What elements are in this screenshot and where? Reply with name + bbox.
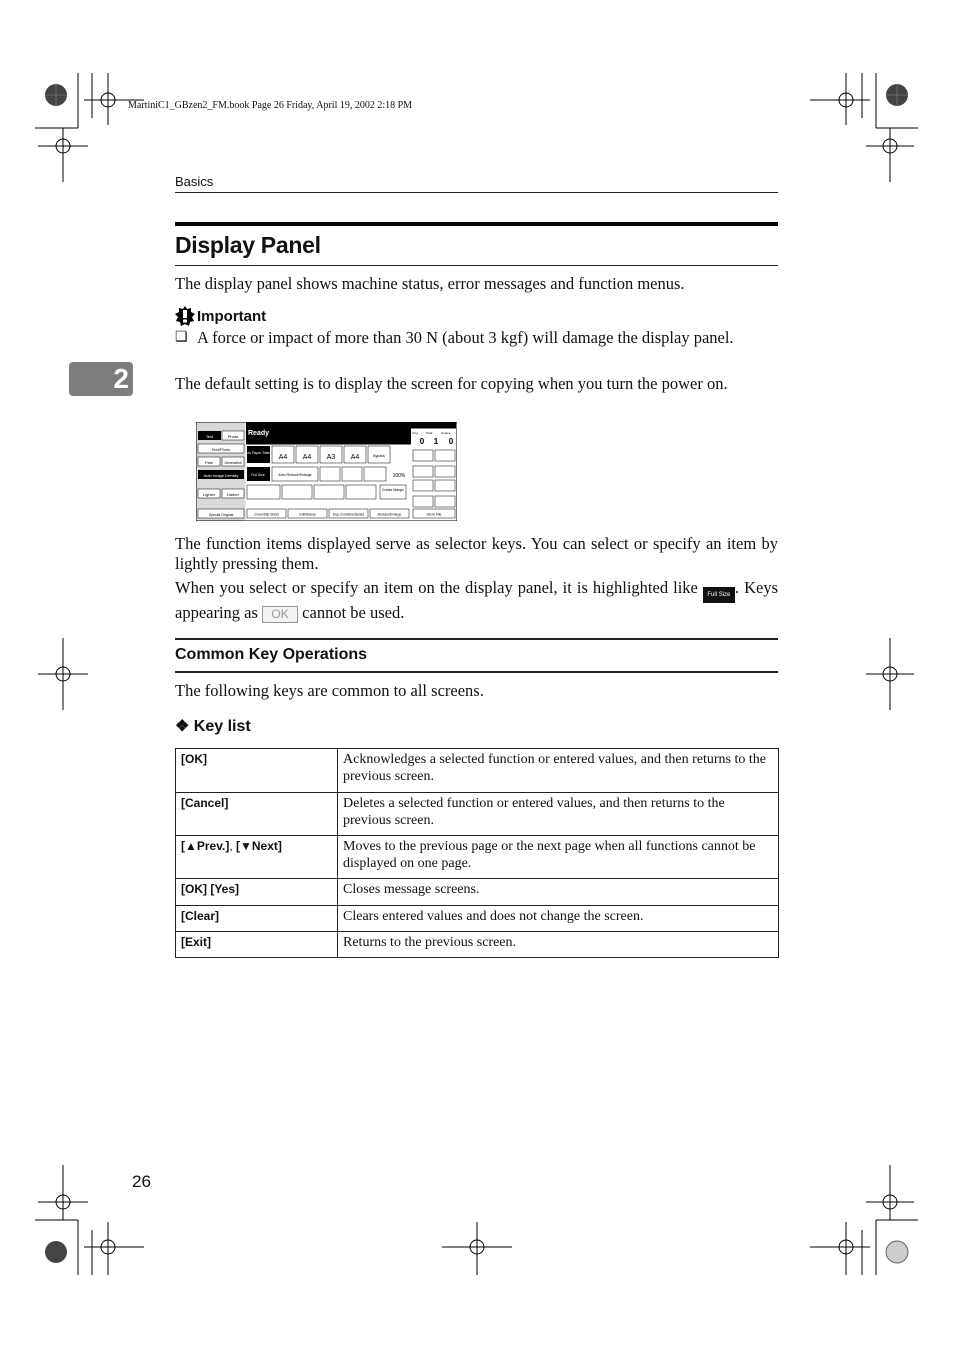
- panel-bypass: Bypass: [373, 454, 385, 458]
- highlight-text-2: . Keys appearing as: [175, 578, 778, 622]
- intro-paragraph: The display panel shows machine status, error messages and function menus.: [175, 274, 685, 293]
- panel-reduce-enlarge: Reduce/Enlarge: [377, 512, 402, 517]
- panel-edit-stamp: Edit/Stamp: [299, 512, 316, 517]
- display-panel-screenshot: [196, 422, 457, 521]
- panel-auto-paper-select: Auto Paper Select: [243, 451, 273, 455]
- panel-photo-tab: Photo: [227, 434, 239, 439]
- panel-status: Ready: [248, 430, 270, 437]
- key-cell: [176, 836, 338, 879]
- panel-auto-reduce-enlarge: Auto Reduce/Enlarge: [278, 473, 312, 477]
- key-cell: [OK]: [176, 749, 338, 793]
- panel-special-original: Special Original: [208, 513, 234, 517]
- description-cell: Moves to the previous page or the next page when all functions cannot be displayed on one page.: [338, 836, 779, 879]
- key-cell: [OK] [Yes]: [176, 879, 338, 906]
- subsection-intro: The following keys are common to all screens.: [175, 681, 484, 700]
- description-cell: Acknowledges a selected function or entered values, and then returns to the previous screen.: [338, 749, 779, 793]
- highlight-paragraph: [175, 578, 778, 623]
- selector-keys-paragraph: The function items displayed serve as selector keys. You can select or specify an item by lightly pressing them.: [175, 534, 778, 573]
- key-cell: [Clear]: [176, 906, 338, 932]
- panel-paper-4: A4: [350, 454, 360, 461]
- panel-darker: Darker: [226, 492, 240, 497]
- diamond-bullet-icon: ❖: [175, 718, 190, 735]
- table-row: [176, 932, 779, 958]
- panel-generation: Generation: [224, 461, 242, 465]
- full-size-key-sample: Full Size: [703, 587, 735, 603]
- page-number: 26: [132, 1172, 151, 1191]
- key-separator: ,: [229, 839, 237, 853]
- key-cell: [Cancel]: [176, 793, 338, 836]
- panel-cover-slip-sheet: Cover/Slip Sheet: [254, 512, 279, 517]
- chapter-tab: 2: [69, 362, 133, 396]
- panel-paper-2: A4: [302, 454, 312, 461]
- next-key: [▼Next]: [236, 839, 282, 853]
- printer-info-line: MartiniC1_GBzen2_FM.book Page 26 Friday, April 19, 2002 2:18 PM: [128, 100, 413, 111]
- subsection-bottom-rule: [175, 671, 778, 673]
- table-row: [176, 836, 779, 879]
- important-icon: [175, 306, 195, 326]
- important-bullet: [175, 328, 778, 348]
- highlight-text-3: cannot be used.: [302, 603, 405, 622]
- description-cell: Deletes a selected function or entered values, and then returns to the previous screen.: [338, 793, 779, 836]
- subsection-top-rule: [175, 638, 778, 640]
- panel-ratio: 100%: [392, 473, 406, 479]
- panel-pale: Pale: [204, 460, 214, 465]
- panel-copies-label: Copies: [441, 431, 451, 435]
- panel-create-margin: Create Margin: [381, 488, 405, 492]
- table-row: [176, 879, 779, 906]
- subsection-title: Common Key Operations: [175, 646, 368, 663]
- panel-count-total: 1: [433, 437, 439, 446]
- key-list-title: Key list: [193, 718, 251, 735]
- panel-store-file: Store File: [426, 512, 442, 517]
- prev-key: [▲Prev.]: [181, 839, 230, 853]
- important-bullet-text: A force or impact of more than 30 N (about 3 kgf) will damage the display panel.: [197, 328, 734, 347]
- panel-paper-3: A3: [326, 454, 336, 461]
- highlight-text-1: When you select or specify an item on the display panel, it is highlighted like: [175, 578, 698, 597]
- table-row: [176, 749, 779, 793]
- key-list-heading: [175, 716, 251, 736]
- panel-total-label: Total: [426, 431, 433, 435]
- panel-auto-image-density: Auto Image Density: [203, 473, 239, 478]
- panel-text-photo: Text/Photo: [211, 447, 231, 452]
- important-label: Important: [197, 307, 267, 325]
- description-cell: Clears entered values and does not change the screen.: [338, 906, 779, 932]
- page-title: Display Panel: [175, 232, 321, 258]
- key-list-table: [175, 748, 779, 958]
- title-underline: [175, 265, 778, 266]
- important-heading: [175, 306, 266, 326]
- header-rule: [175, 192, 778, 193]
- description-cell: Returns to the previous screen.: [338, 932, 779, 958]
- panel-count-orig: 0: [419, 437, 425, 446]
- table-row: [176, 793, 779, 836]
- description-cell: Closes message screens.: [338, 879, 779, 906]
- section-top-rule: [175, 222, 778, 226]
- panel-lighter: Lighter: [202, 492, 216, 497]
- ok-key-sample: OK: [262, 606, 298, 623]
- default-setting-paragraph: The default setting is to display the screen for copying when you turn the power on.: [175, 374, 728, 393]
- panel-text-tab: Text: [205, 434, 214, 439]
- panel-orig-label: Orig.: [412, 431, 419, 435]
- checkbox-bullet-icon: ❏: [175, 330, 188, 345]
- panel-paper-1: A4: [278, 454, 288, 461]
- panel-dup-combine-series: Dup./Combine/Series: [332, 512, 365, 517]
- table-row: [176, 906, 779, 932]
- panel-full-size: Full Size: [251, 473, 265, 477]
- running-head: Basics: [175, 174, 214, 189]
- panel-count-copies: 0: [448, 437, 454, 446]
- key-cell: [Exit]: [176, 932, 338, 958]
